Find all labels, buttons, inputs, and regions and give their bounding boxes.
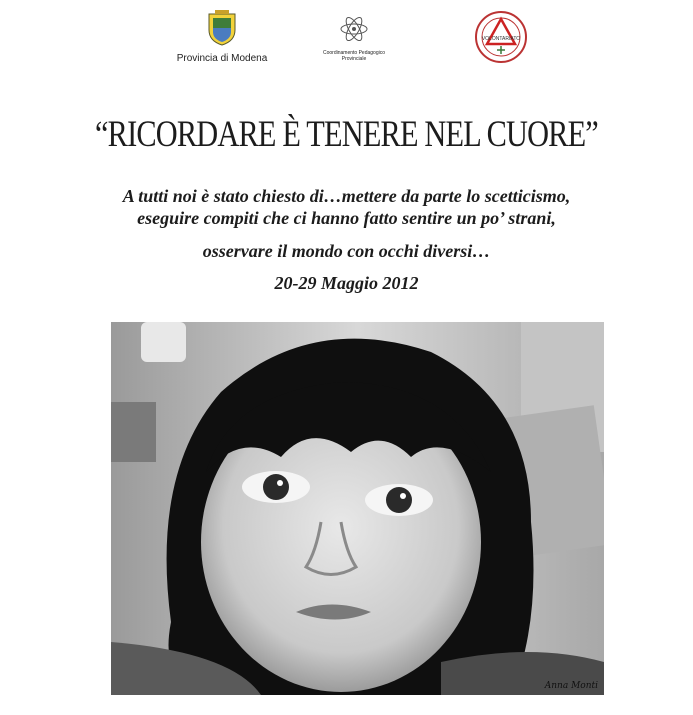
svg-text:VOLONTARIATO: VOLONTARIATO [481, 36, 521, 42]
provincia-caption: Provincia di Modena [176, 53, 268, 64]
coordinamento-caption: Coordinamento Pedagogico Provinciale [323, 50, 385, 62]
subtitle [0, 185, 693, 262]
event-dates: 20-29 Maggio 2012 [274, 273, 419, 293]
page-title: “RICORDARE È TENERE NEL CUORE” [95, 114, 598, 155]
portrait-illustration [111, 322, 604, 695]
provincia-logo [172, 10, 272, 64]
volontariato-logo [470, 10, 532, 69]
volontariato-seal-icon [474, 10, 528, 64]
coat-of-arms-icon [205, 10, 239, 46]
subtitle-line-3: osservare il mondo con occhi diversi… [202, 241, 491, 261]
child-portrait-photo [111, 322, 604, 695]
subtitle-line-1: A tutti noi è stato chiesto di…mettere da parte lo scetticismo, [122, 186, 571, 206]
coordinamento-logo [318, 14, 390, 62]
photo-credit: Anna Monti [544, 681, 598, 691]
subtitle-line-2: eseguire compiti che ci hanno fatto sentire un po’ strani, [137, 208, 556, 228]
logo-bar [0, 8, 693, 70]
atom-icon [339, 14, 369, 44]
